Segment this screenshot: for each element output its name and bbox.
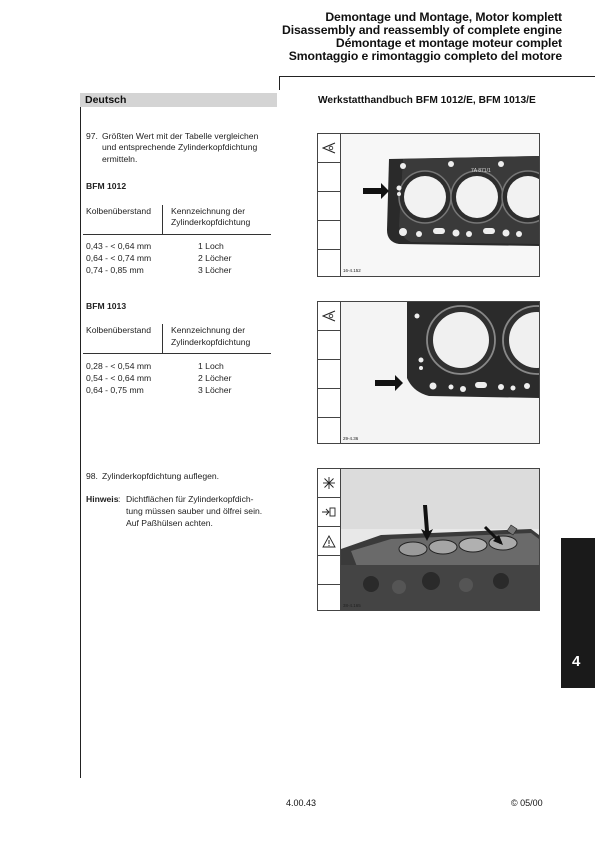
table1012-row2-range: 0,64 - < 0,74 mm [86, 253, 152, 263]
step97-line2: und entsprechende Zylinderkopfdichtung [102, 142, 258, 152]
engine-block-photo [341, 469, 539, 610]
figure2-icon-column [318, 302, 341, 443]
step97-line3: ermitteln. [102, 154, 138, 164]
step97-line1: Größten Wert mit der Tabelle vergleichen [102, 131, 259, 141]
step98-text: Zylinderkopfdichtung auflegen. [102, 471, 220, 481]
title-italian: Smontaggio e rimontaggio completo del motore [288, 49, 562, 63]
warning-triangle-icon [318, 527, 340, 556]
table1012-row1-range: 0,43 - < 0,64 mm [86, 241, 152, 251]
table1012-row3-mark: 3 Löcher [198, 265, 232, 275]
figure-gasket-1013 [317, 301, 540, 444]
table1013-divider [162, 324, 163, 354]
table1013-row2-mark: 2 Löcher [198, 373, 232, 383]
step97-number: 97. [86, 131, 98, 141]
language-tab [80, 93, 277, 107]
gasket-1012-photo [341, 134, 539, 276]
note-line2: tung müssen sauber und ölfrei sein. [126, 506, 263, 516]
table1013-header-rule [83, 353, 271, 354]
table1012-col1-header: Kolbenüberstand [86, 206, 151, 216]
note-label: Hinweis [86, 494, 119, 504]
note-line3: Auf Paßhülsen achten. [126, 518, 213, 528]
manual-title: Werkstatthandbuch BFM 1012/E, BFM 1013/E [318, 95, 536, 106]
table1013-row2-range: 0,54 - < 0,64 mm [86, 373, 152, 383]
figure1-icon-column [318, 134, 341, 276]
table1013-row1-range: 0,28 - < 0,54 mm [86, 361, 152, 371]
table1012-row3-range: 0,74 - 0,85 mm [86, 265, 144, 275]
header-rule-tick [279, 76, 280, 90]
table1013-col2-header-1: Kennzeichnung der [171, 325, 246, 335]
figure3-caption: 38-4.165 [343, 603, 361, 608]
table1012-col2-header-2: Zylinderkopfdichtung [171, 217, 251, 227]
eye-triangle-icon [318, 134, 340, 163]
note-colon: : [118, 494, 121, 504]
table1012-col2-header-1: Kennzeichnung der [171, 206, 246, 216]
figure2-caption: 29-4.36 [343, 436, 359, 441]
title-german: Demontage und Montage, Motor komplett [325, 10, 562, 24]
gasket-1013-photo [341, 302, 539, 443]
chapter-tab [561, 538, 595, 688]
table1013-row3-mark: 3 Löcher [198, 385, 232, 395]
gasket-marking-text: 7A 871/1 [471, 168, 491, 174]
note-line1: Dichtflächen für Zylinderkopfdich- [126, 494, 254, 504]
figure-engine-block [317, 468, 540, 611]
figure1-caption: 16-4.152 [343, 268, 361, 273]
revision-date: © 05/00 [511, 798, 543, 808]
insert-arrow-icon [318, 498, 340, 527]
figure-gasket-1012 [317, 133, 540, 277]
table1012-title: BFM 1012 [86, 181, 127, 191]
step98-number: 98. [86, 471, 98, 481]
table1012-row1-mark: 1 Loch [198, 241, 224, 251]
table1013-row1-mark: 1 Loch [198, 361, 224, 371]
table1013-col1-header: Kolbenüberstand [86, 325, 151, 335]
snowflake-cleaning-icon [318, 469, 340, 498]
table1013-title: BFM 1013 [86, 301, 127, 311]
table1013-col2-header-2: Zylinderkopfdichtung [171, 337, 251, 347]
page-number: 4.00.43 [286, 798, 317, 808]
table1013-row3-range: 0,64 - 0,75 mm [86, 385, 144, 395]
left-margin-line [80, 93, 81, 778]
language-label: Deutsch [85, 94, 127, 106]
chapter-tab-number: 4 [572, 653, 581, 670]
eye-triangle-icon [318, 302, 340, 331]
table1012-header-rule [83, 234, 271, 235]
table1012-row2-mark: 2 Löcher [198, 253, 232, 263]
table1012-divider [162, 205, 163, 235]
title-french: Démontage et montage moteur complet [335, 36, 562, 50]
header-rule [279, 76, 595, 77]
figure3-icon-column [318, 469, 341, 610]
title-english: Disassembly and reassembly of complete engine [282, 23, 562, 37]
